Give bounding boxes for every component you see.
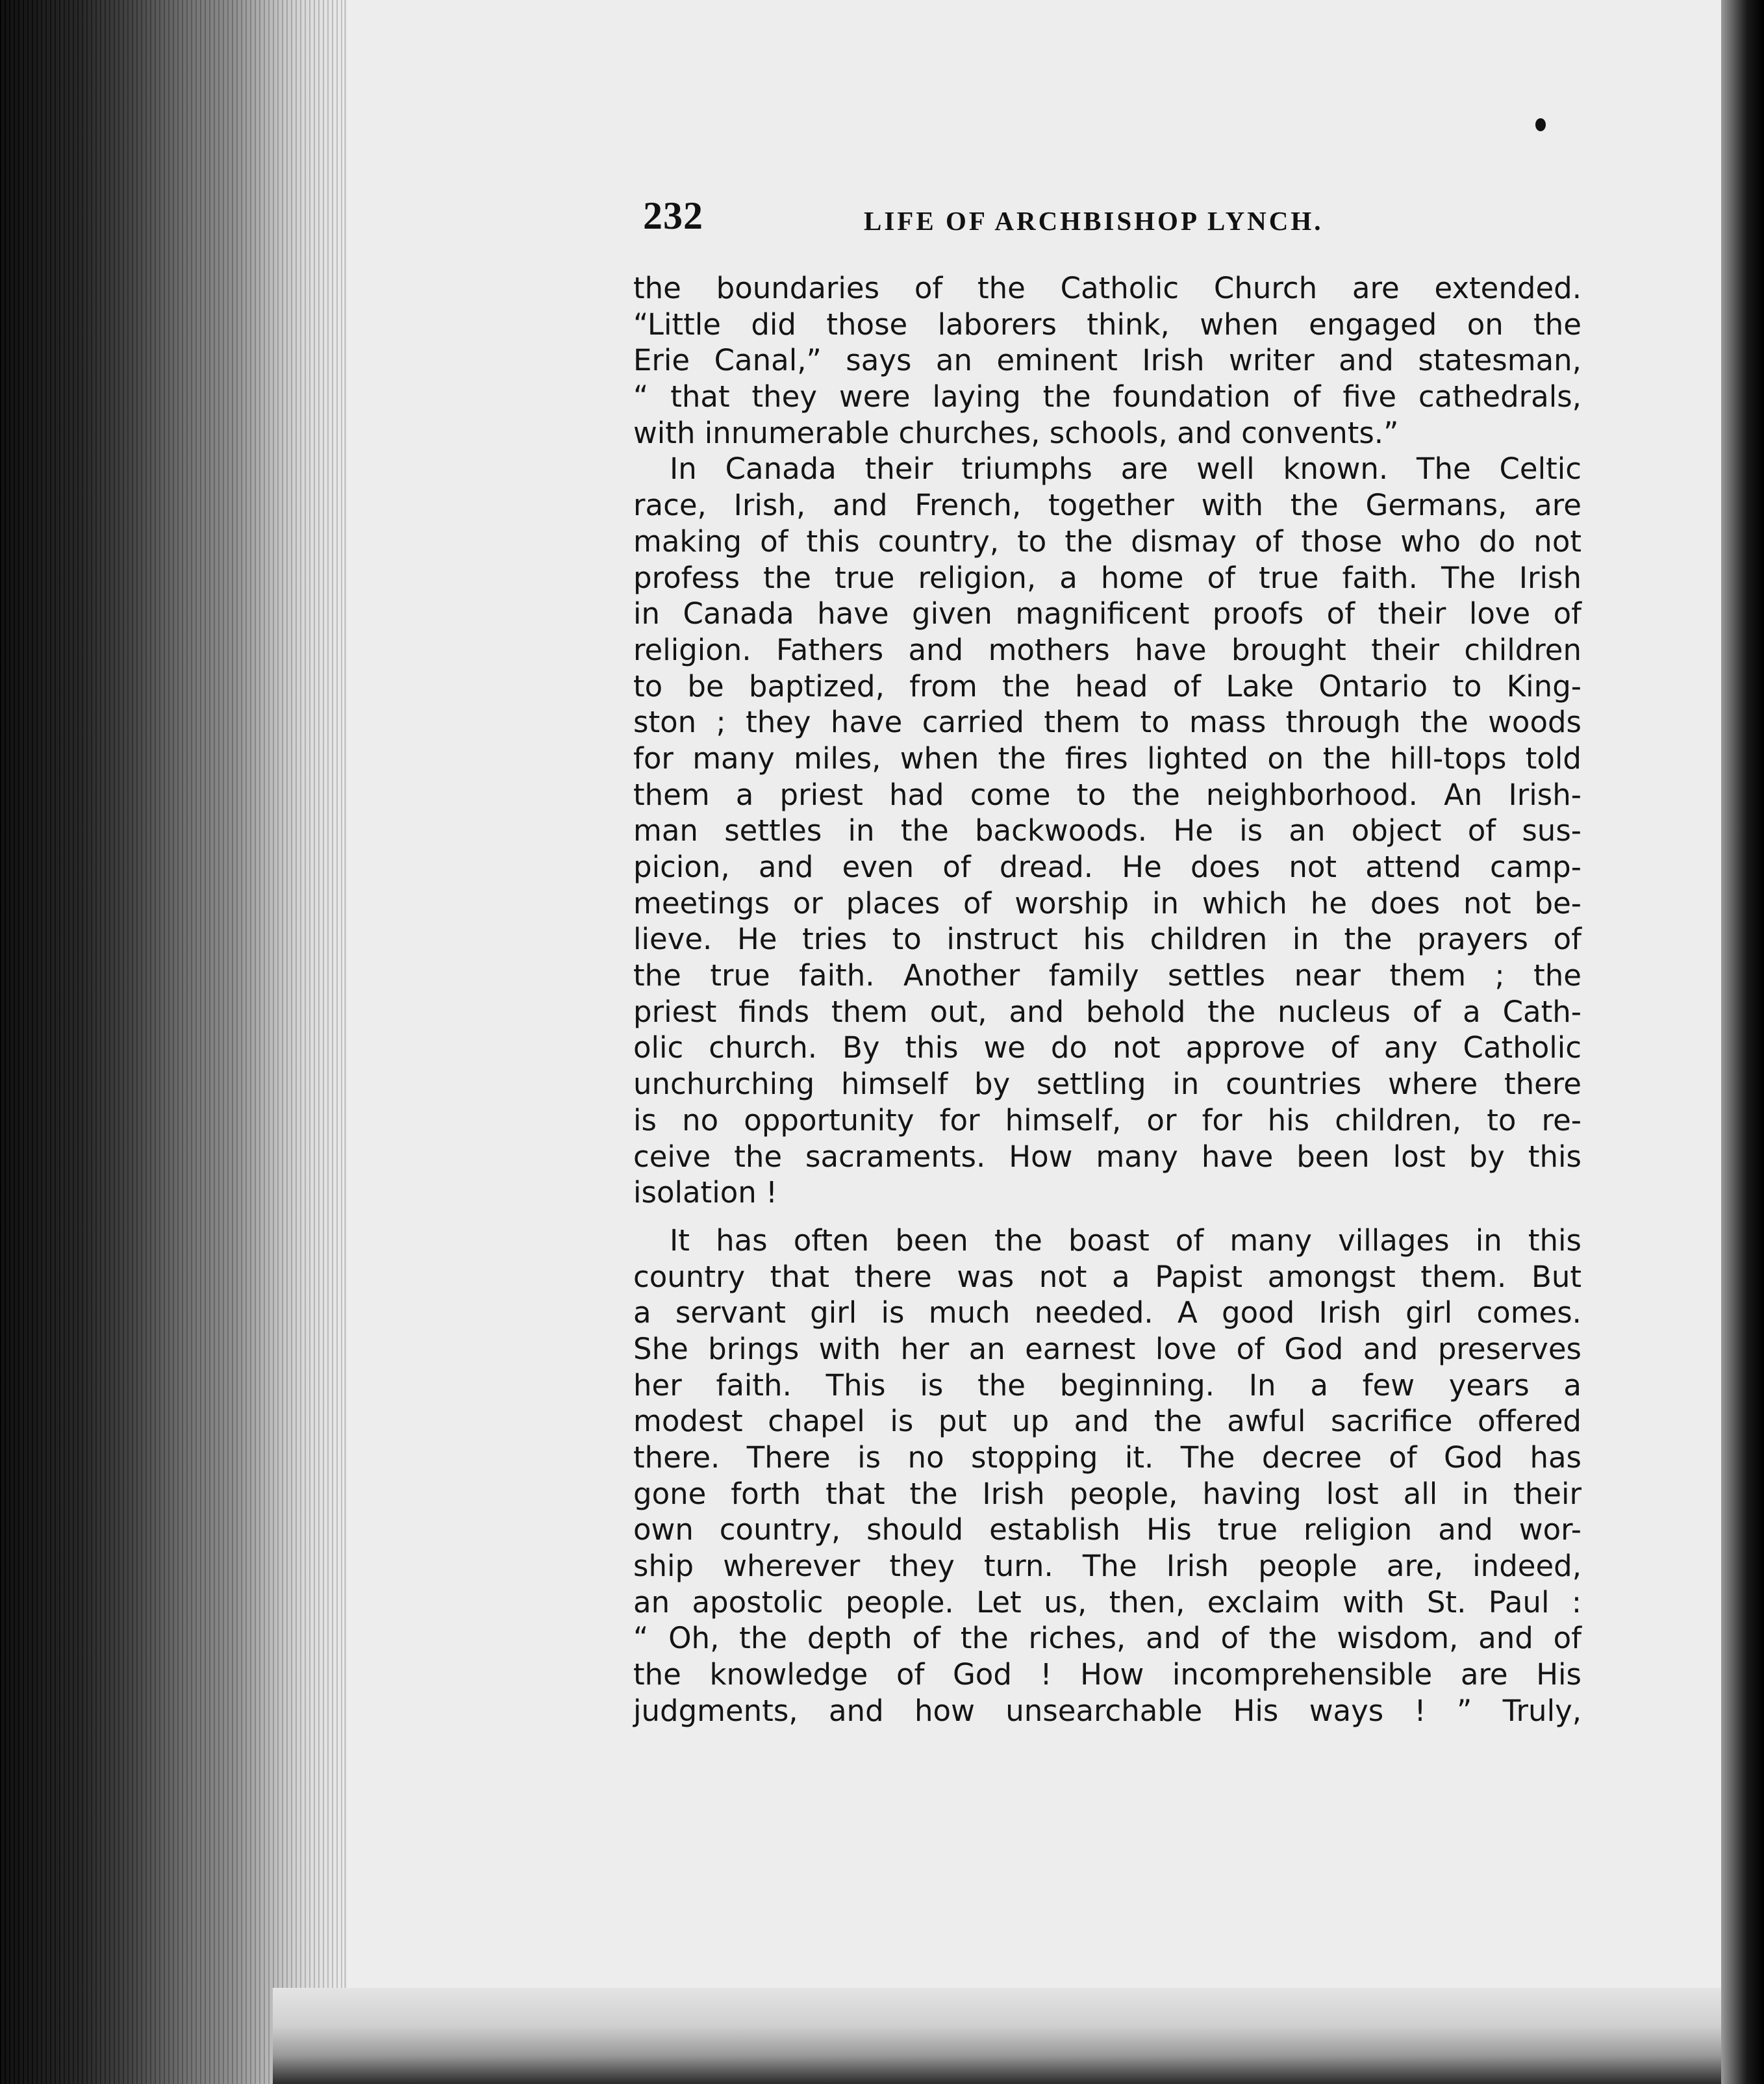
paragraph [633,270,1581,451]
text-line: isolation ! [633,1175,778,1210]
text-line: gone forth that the Irish people, having lost all in their [633,1476,1581,1511]
text-line: own country, should establish His true religion and wor- [633,1512,1581,1547]
page-header [643,194,1370,246]
text-line: “ Oh, the depth of the riches, and of the wisdom, and of [633,1621,1581,1656]
text-line: the true faith. Another family settles near them ; the [633,958,1581,993]
text-line: unchurching himself by settling in countries where there [633,1067,1581,1102]
text-line: judgments, and how unsearchable His ways ! ” Truly, [633,1693,1581,1728]
text-line: for many miles, when the fires lighted on the hill-tops told [633,741,1581,776]
text-line: religion. Fathers and mothers have brought their children [633,632,1581,667]
text-line: olic church. By this we do not approve of any Catholic [633,1030,1581,1065]
text-line: In Canada their triumphs are well known. The Celtic [670,451,1581,487]
paragraph [633,451,1581,1210]
text-line: making of this country, to the dismay of those who do not [633,524,1581,559]
text-line: there. There is no stopping it. The decree of God has [633,1440,1581,1475]
text-line: man settles in the backwoods. He is an object of sus- [633,813,1581,848]
text-line: an apostolic people. Let us, then, exclaim with St. Paul : [633,1584,1581,1620]
book-page-edges [0,0,351,2084]
text-line: lieve. He tries to instruct his children in the prayers of [633,922,1581,957]
text-line: priest finds them out, and behold the nucleus of a Cath- [633,994,1581,1029]
text-line: the boundaries of the Catholic Church are extended. [633,271,1581,305]
text-line: her faith. This is the beginning. In a few years a [633,1367,1581,1403]
text-line: meetings or places of worship in which he does not be- [633,885,1581,921]
text-line: ship wherever they turn. The Irish people are, indeed, [633,1549,1581,1584]
text-line: a servant girl is much needed. A good Irish girl comes. [633,1295,1581,1330]
paragraph [633,1223,1581,1729]
text-line: in Canada have given magnificent proofs of their love of [633,596,1581,631]
text-line: picion, and even of dread. He does not attend camp- [633,850,1581,884]
text-line: to be baptized, from the head of Lake Ontario to King- [633,668,1581,704]
text-line: It has often been the boast of many villages in this [670,1223,1581,1258]
text-line: modest chapel is put up and the awful sacrifice offered [633,1404,1581,1439]
text-line: is no opportunity for himself, or for his children, to re- [633,1102,1581,1137]
text-line: Erie Canal,” says an eminent Irish writer and statesman, [633,343,1581,378]
text-line: “Little did those laborers think, when engaged on the [633,307,1581,342]
right-shadow [1721,0,1764,2084]
ink-dot [1535,118,1546,131]
text-line: with innumerable churches, schools, and convents.” [633,415,1399,450]
text-line: profess the true religion, a home of true faith. The Irish [633,560,1581,595]
running-head: LIFE OF ARCHBISHOP LYNCH. [864,206,1324,236]
text-line: “ that they were laying the foundation of five cathedrals, [633,379,1581,414]
page-bottom-edge [273,1988,1728,2084]
text-line: She brings with her an earnest love of God and preserves [633,1331,1581,1366]
text-line: ceive the sacraments. How many have been lost by this [633,1139,1581,1174]
page-number: 232 [643,194,703,237]
paragraph-gap [633,1211,1581,1223]
text-line: country that there was not a Papist amongst them. But [633,1259,1581,1294]
text-line: ston ; they have carried them to mass through the woods [633,705,1581,740]
body-text [633,270,1581,1729]
text-line: them a priest had come to the neighborhood. An Irish- [633,777,1581,812]
text-line: race, Irish, and French, together with the Germans, are [633,488,1581,523]
text-line: the knowledge of God ! How incomprehensible are His [633,1657,1581,1692]
